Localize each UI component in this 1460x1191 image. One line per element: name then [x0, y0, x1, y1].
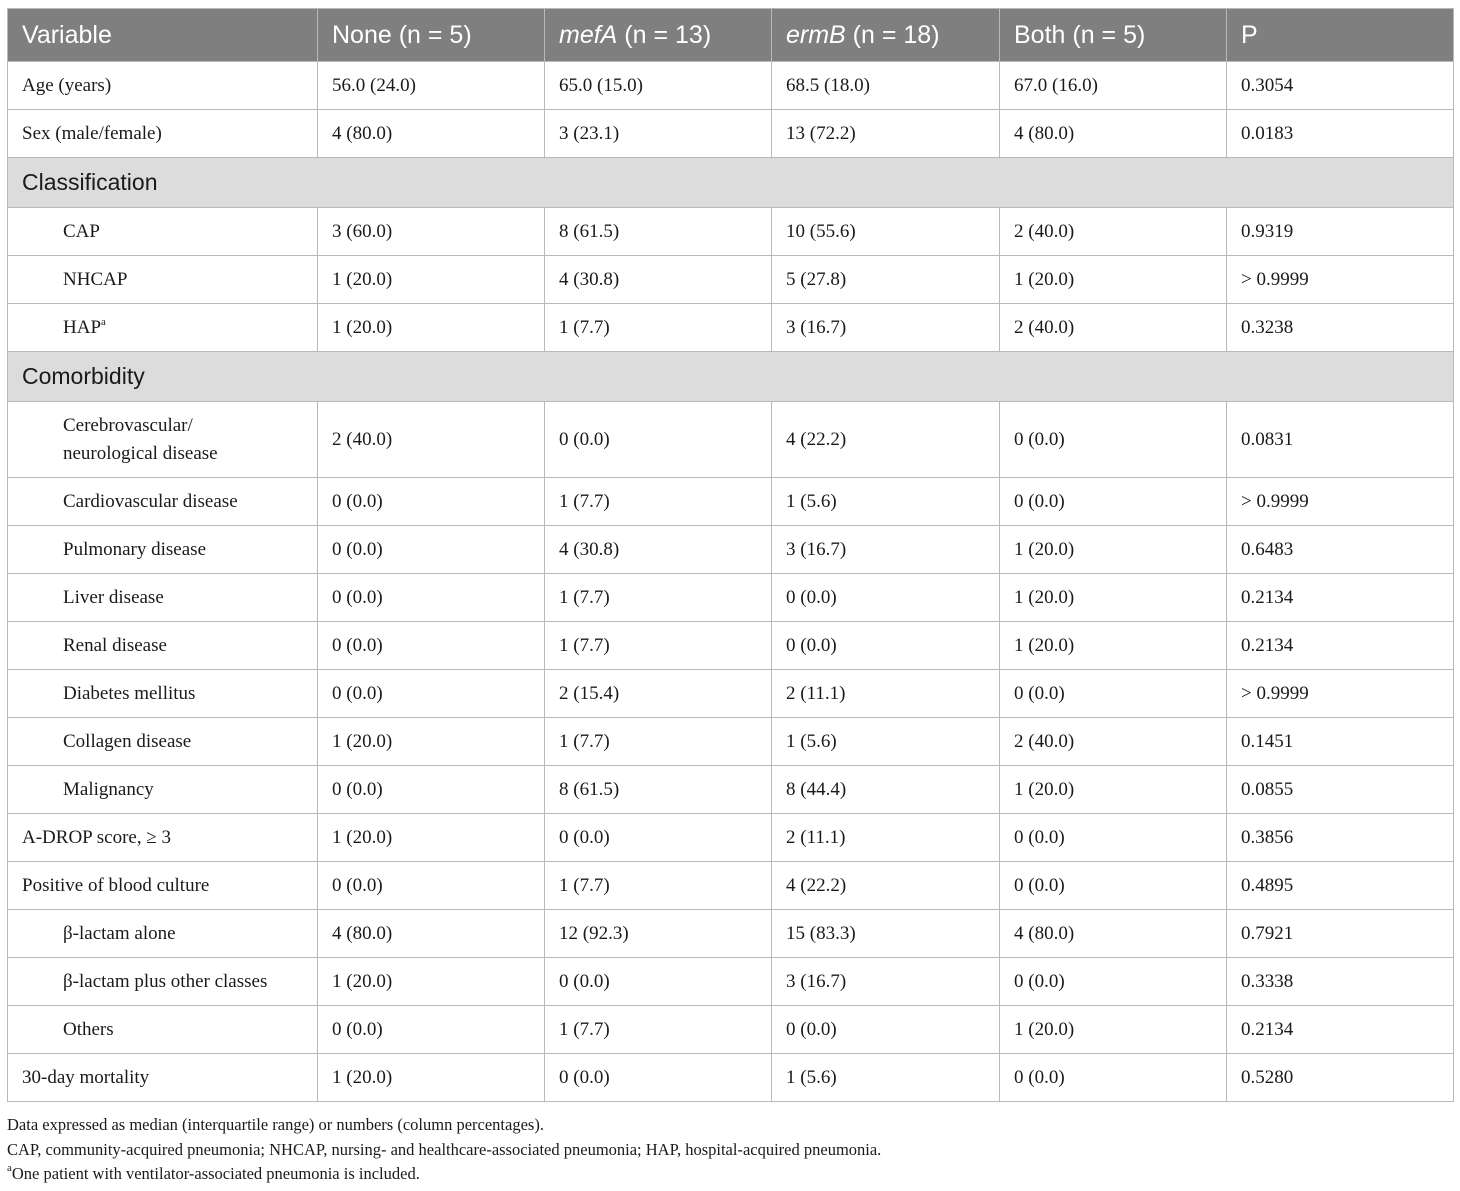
- table-row: [8, 574, 1454, 622]
- cell-none: 3 (60.0): [318, 208, 545, 256]
- cell-both: 1 (20.0): [1000, 1006, 1227, 1054]
- cell-none: 0 (0.0): [318, 622, 545, 670]
- footnote-marker: a: [101, 315, 106, 328]
- cell-none: 1 (20.0): [318, 814, 545, 862]
- cell-ermb: 10 (55.6): [772, 208, 1000, 256]
- table-row: [8, 62, 1454, 110]
- table-row: [8, 910, 1454, 958]
- cell-none: 0 (0.0): [318, 670, 545, 718]
- section-heading: Comorbidity: [8, 352, 1454, 402]
- cell-mefa: 1 (7.7): [545, 478, 772, 526]
- cell-ermb: 4 (22.2): [772, 862, 1000, 910]
- cell-p: > 0.9999: [1227, 670, 1454, 718]
- table-row: [8, 110, 1454, 158]
- row-label: Diabetes mellitus: [8, 670, 318, 718]
- header-both: Both (n = 5): [1000, 9, 1227, 62]
- header-mefa-gene: mefA: [559, 20, 618, 49]
- table-row: [8, 208, 1454, 256]
- cell-p: 0.7921: [1227, 910, 1454, 958]
- cell-none: 1 (20.0): [318, 256, 545, 304]
- row-label: [8, 402, 318, 478]
- cell-both: 1 (20.0): [1000, 622, 1227, 670]
- cell-ermb: 1 (5.6): [772, 718, 1000, 766]
- row-label: [8, 304, 318, 352]
- footnote-marker: a: [7, 1162, 12, 1174]
- cell-both: 2 (40.0): [1000, 718, 1227, 766]
- cell-mefa: 1 (7.7): [545, 574, 772, 622]
- cell-none: 1 (20.0): [318, 1054, 545, 1102]
- row-label: Liver disease: [8, 574, 318, 622]
- cell-none: 4 (80.0): [318, 110, 545, 158]
- cell-p: 0.3338: [1227, 958, 1454, 1006]
- row-label: Positive of blood culture: [8, 862, 318, 910]
- row-label: Sex (male/female): [8, 110, 318, 158]
- cell-ermb: 8 (44.4): [772, 766, 1000, 814]
- cell-none: 0 (0.0): [318, 1006, 545, 1054]
- patient-characteristics-table: [7, 8, 1454, 1102]
- cell-ermb: 5 (27.8): [772, 256, 1000, 304]
- cell-ermb: 3 (16.7): [772, 526, 1000, 574]
- row-label: CAP: [8, 208, 318, 256]
- cell-both: 4 (80.0): [1000, 910, 1227, 958]
- header-row: [8, 9, 1454, 62]
- table-row: [8, 814, 1454, 862]
- cell-both: 2 (40.0): [1000, 208, 1227, 256]
- cell-p: > 0.9999: [1227, 256, 1454, 304]
- header-p-value: P: [1227, 9, 1454, 62]
- row-label: Age (years): [8, 62, 318, 110]
- cell-both: 4 (80.0): [1000, 110, 1227, 158]
- cell-ermb: 1 (5.6): [772, 478, 1000, 526]
- row-label: Renal disease: [8, 622, 318, 670]
- cell-p: 0.1451: [1227, 718, 1454, 766]
- cell-both: 67.0 (16.0): [1000, 62, 1227, 110]
- table-row: [8, 622, 1454, 670]
- cell-both: 0 (0.0): [1000, 478, 1227, 526]
- header-ermb-count: (n = 18): [845, 20, 940, 49]
- cell-none: 1 (20.0): [318, 958, 545, 1006]
- cell-none: 0 (0.0): [318, 766, 545, 814]
- header-ermb-gene: ermB: [786, 20, 846, 49]
- cell-p: 0.0855: [1227, 766, 1454, 814]
- row-label: β-lactam plus other classes: [8, 958, 318, 1006]
- cell-mefa: 0 (0.0): [545, 1054, 772, 1102]
- table-row: [8, 256, 1454, 304]
- footnote-a-text: One patient with ventilator-associated pneumonia is included.: [11, 1164, 420, 1183]
- header-mefa-count: (n = 13): [617, 20, 712, 49]
- header-ermb: [772, 9, 1000, 62]
- cell-none: 2 (40.0): [318, 402, 545, 478]
- section-row-classification: [8, 158, 1454, 208]
- cell-p: 0.5280: [1227, 1054, 1454, 1102]
- cell-none: 0 (0.0): [318, 862, 545, 910]
- cell-mefa: 1 (7.7): [545, 1006, 772, 1054]
- row-label: Collagen disease: [8, 718, 318, 766]
- row-label: 30-day mortality: [8, 1054, 318, 1102]
- table-row: [8, 304, 1454, 352]
- table-footnotes: [7, 1113, 1453, 1187]
- cell-mefa: 4 (30.8): [545, 526, 772, 574]
- row-label: β-lactam alone: [8, 910, 318, 958]
- cell-p: 0.4895: [1227, 862, 1454, 910]
- section-heading: Classification: [8, 158, 1454, 208]
- footnote-a: [7, 1162, 1453, 1187]
- cell-both: 0 (0.0): [1000, 402, 1227, 478]
- cell-p: 0.9319: [1227, 208, 1454, 256]
- footnote-data-expression: Data expressed as median (interquartile range) or numbers (column percentages).: [7, 1115, 544, 1134]
- row-label: Malignancy: [8, 766, 318, 814]
- row-label-line1: Cerebrovascular/: [63, 414, 193, 436]
- cell-ermb: 0 (0.0): [772, 1006, 1000, 1054]
- cell-mefa: 2 (15.4): [545, 670, 772, 718]
- cell-mefa: 1 (7.7): [545, 622, 772, 670]
- table-body: [8, 62, 1454, 1102]
- table-row: [8, 526, 1454, 574]
- cell-both: 2 (40.0): [1000, 304, 1227, 352]
- row-label: Cardiovascular disease: [8, 478, 318, 526]
- cell-mefa: 12 (92.3): [545, 910, 772, 958]
- cell-both: 0 (0.0): [1000, 862, 1227, 910]
- cell-none: 0 (0.0): [318, 574, 545, 622]
- cell-p: 0.3054: [1227, 62, 1454, 110]
- cell-ermb: 13 (72.2): [772, 110, 1000, 158]
- cell-none: 1 (20.0): [318, 718, 545, 766]
- cell-p: 0.0831: [1227, 402, 1454, 478]
- cell-both: 1 (20.0): [1000, 256, 1227, 304]
- cell-none: 56.0 (24.0): [318, 62, 545, 110]
- cell-mefa: 65.0 (15.0): [545, 62, 772, 110]
- cell-ermb: 68.5 (18.0): [772, 62, 1000, 110]
- cell-ermb: 2 (11.1): [772, 670, 1000, 718]
- cell-p: 0.2134: [1227, 1006, 1454, 1054]
- cell-p: 0.3238: [1227, 304, 1454, 352]
- section-row-comorbidity: [8, 352, 1454, 402]
- cell-p: 0.3856: [1227, 814, 1454, 862]
- cell-none: 0 (0.0): [318, 478, 545, 526]
- cell-ermb: 1 (5.6): [772, 1054, 1000, 1102]
- cell-p: 0.0183: [1227, 110, 1454, 158]
- footnote-abbreviations: CAP, community-acquired pneumonia; NHCAP, nursing- and healthcare-associated pneumonia; HAP, hospital-acquired pneumonia.: [7, 1139, 882, 1159]
- cell-ermb: 3 (16.7): [772, 958, 1000, 1006]
- header-none: None (n = 5): [318, 9, 545, 62]
- cell-mefa: 1 (7.7): [545, 862, 772, 910]
- cell-mefa: 0 (0.0): [545, 958, 772, 1006]
- cell-mefa: 8 (61.5): [545, 766, 772, 814]
- row-label-text: HAP: [63, 316, 102, 338]
- cell-both: 0 (0.0): [1000, 958, 1227, 1006]
- row-label: NHCAP: [8, 256, 318, 304]
- table-row: [8, 1006, 1454, 1054]
- cell-ermb: 2 (11.1): [772, 814, 1000, 862]
- cell-none: 0 (0.0): [318, 526, 545, 574]
- cell-mefa: 1 (7.7): [545, 304, 772, 352]
- cell-mefa: 0 (0.0): [545, 402, 772, 478]
- table-row: [8, 402, 1454, 478]
- table-row: [8, 478, 1454, 526]
- table-container: [7, 8, 1453, 1102]
- cell-both: 1 (20.0): [1000, 766, 1227, 814]
- cell-none: 1 (20.0): [318, 304, 545, 352]
- table-row: [8, 766, 1454, 814]
- cell-mefa: 1 (7.7): [545, 718, 772, 766]
- cell-ermb: 3 (16.7): [772, 304, 1000, 352]
- row-label: A-DROP score, ≥ 3: [8, 814, 318, 862]
- cell-p: 0.2134: [1227, 574, 1454, 622]
- cell-mefa: 3 (23.1): [545, 110, 772, 158]
- cell-both: 0 (0.0): [1000, 814, 1227, 862]
- table-row: [8, 862, 1454, 910]
- row-label: Pulmonary disease: [8, 526, 318, 574]
- cell-both: 0 (0.0): [1000, 670, 1227, 718]
- cell-p: 0.2134: [1227, 622, 1454, 670]
- row-label: Others: [8, 1006, 318, 1054]
- cell-p: > 0.9999: [1227, 478, 1454, 526]
- cell-both: 1 (20.0): [1000, 526, 1227, 574]
- cell-none: 4 (80.0): [318, 910, 545, 958]
- cell-p: 0.6483: [1227, 526, 1454, 574]
- cell-ermb: 15 (83.3): [772, 910, 1000, 958]
- row-label-line2: neurological disease: [63, 442, 218, 464]
- header-variable: Variable: [8, 9, 318, 62]
- header-mefa: [545, 9, 772, 62]
- cell-ermb: 4 (22.2): [772, 402, 1000, 478]
- cell-mefa: 4 (30.8): [545, 256, 772, 304]
- cell-both: 0 (0.0): [1000, 1054, 1227, 1102]
- cell-mefa: 0 (0.0): [545, 814, 772, 862]
- table-row: [8, 958, 1454, 1006]
- table-row: [8, 1054, 1454, 1102]
- cell-both: 1 (20.0): [1000, 574, 1227, 622]
- cell-mefa: 8 (61.5): [545, 208, 772, 256]
- table-header: [8, 9, 1454, 62]
- table-row: [8, 670, 1454, 718]
- cell-ermb: 0 (0.0): [772, 622, 1000, 670]
- table-row: [8, 718, 1454, 766]
- cell-ermb: 0 (0.0): [772, 574, 1000, 622]
